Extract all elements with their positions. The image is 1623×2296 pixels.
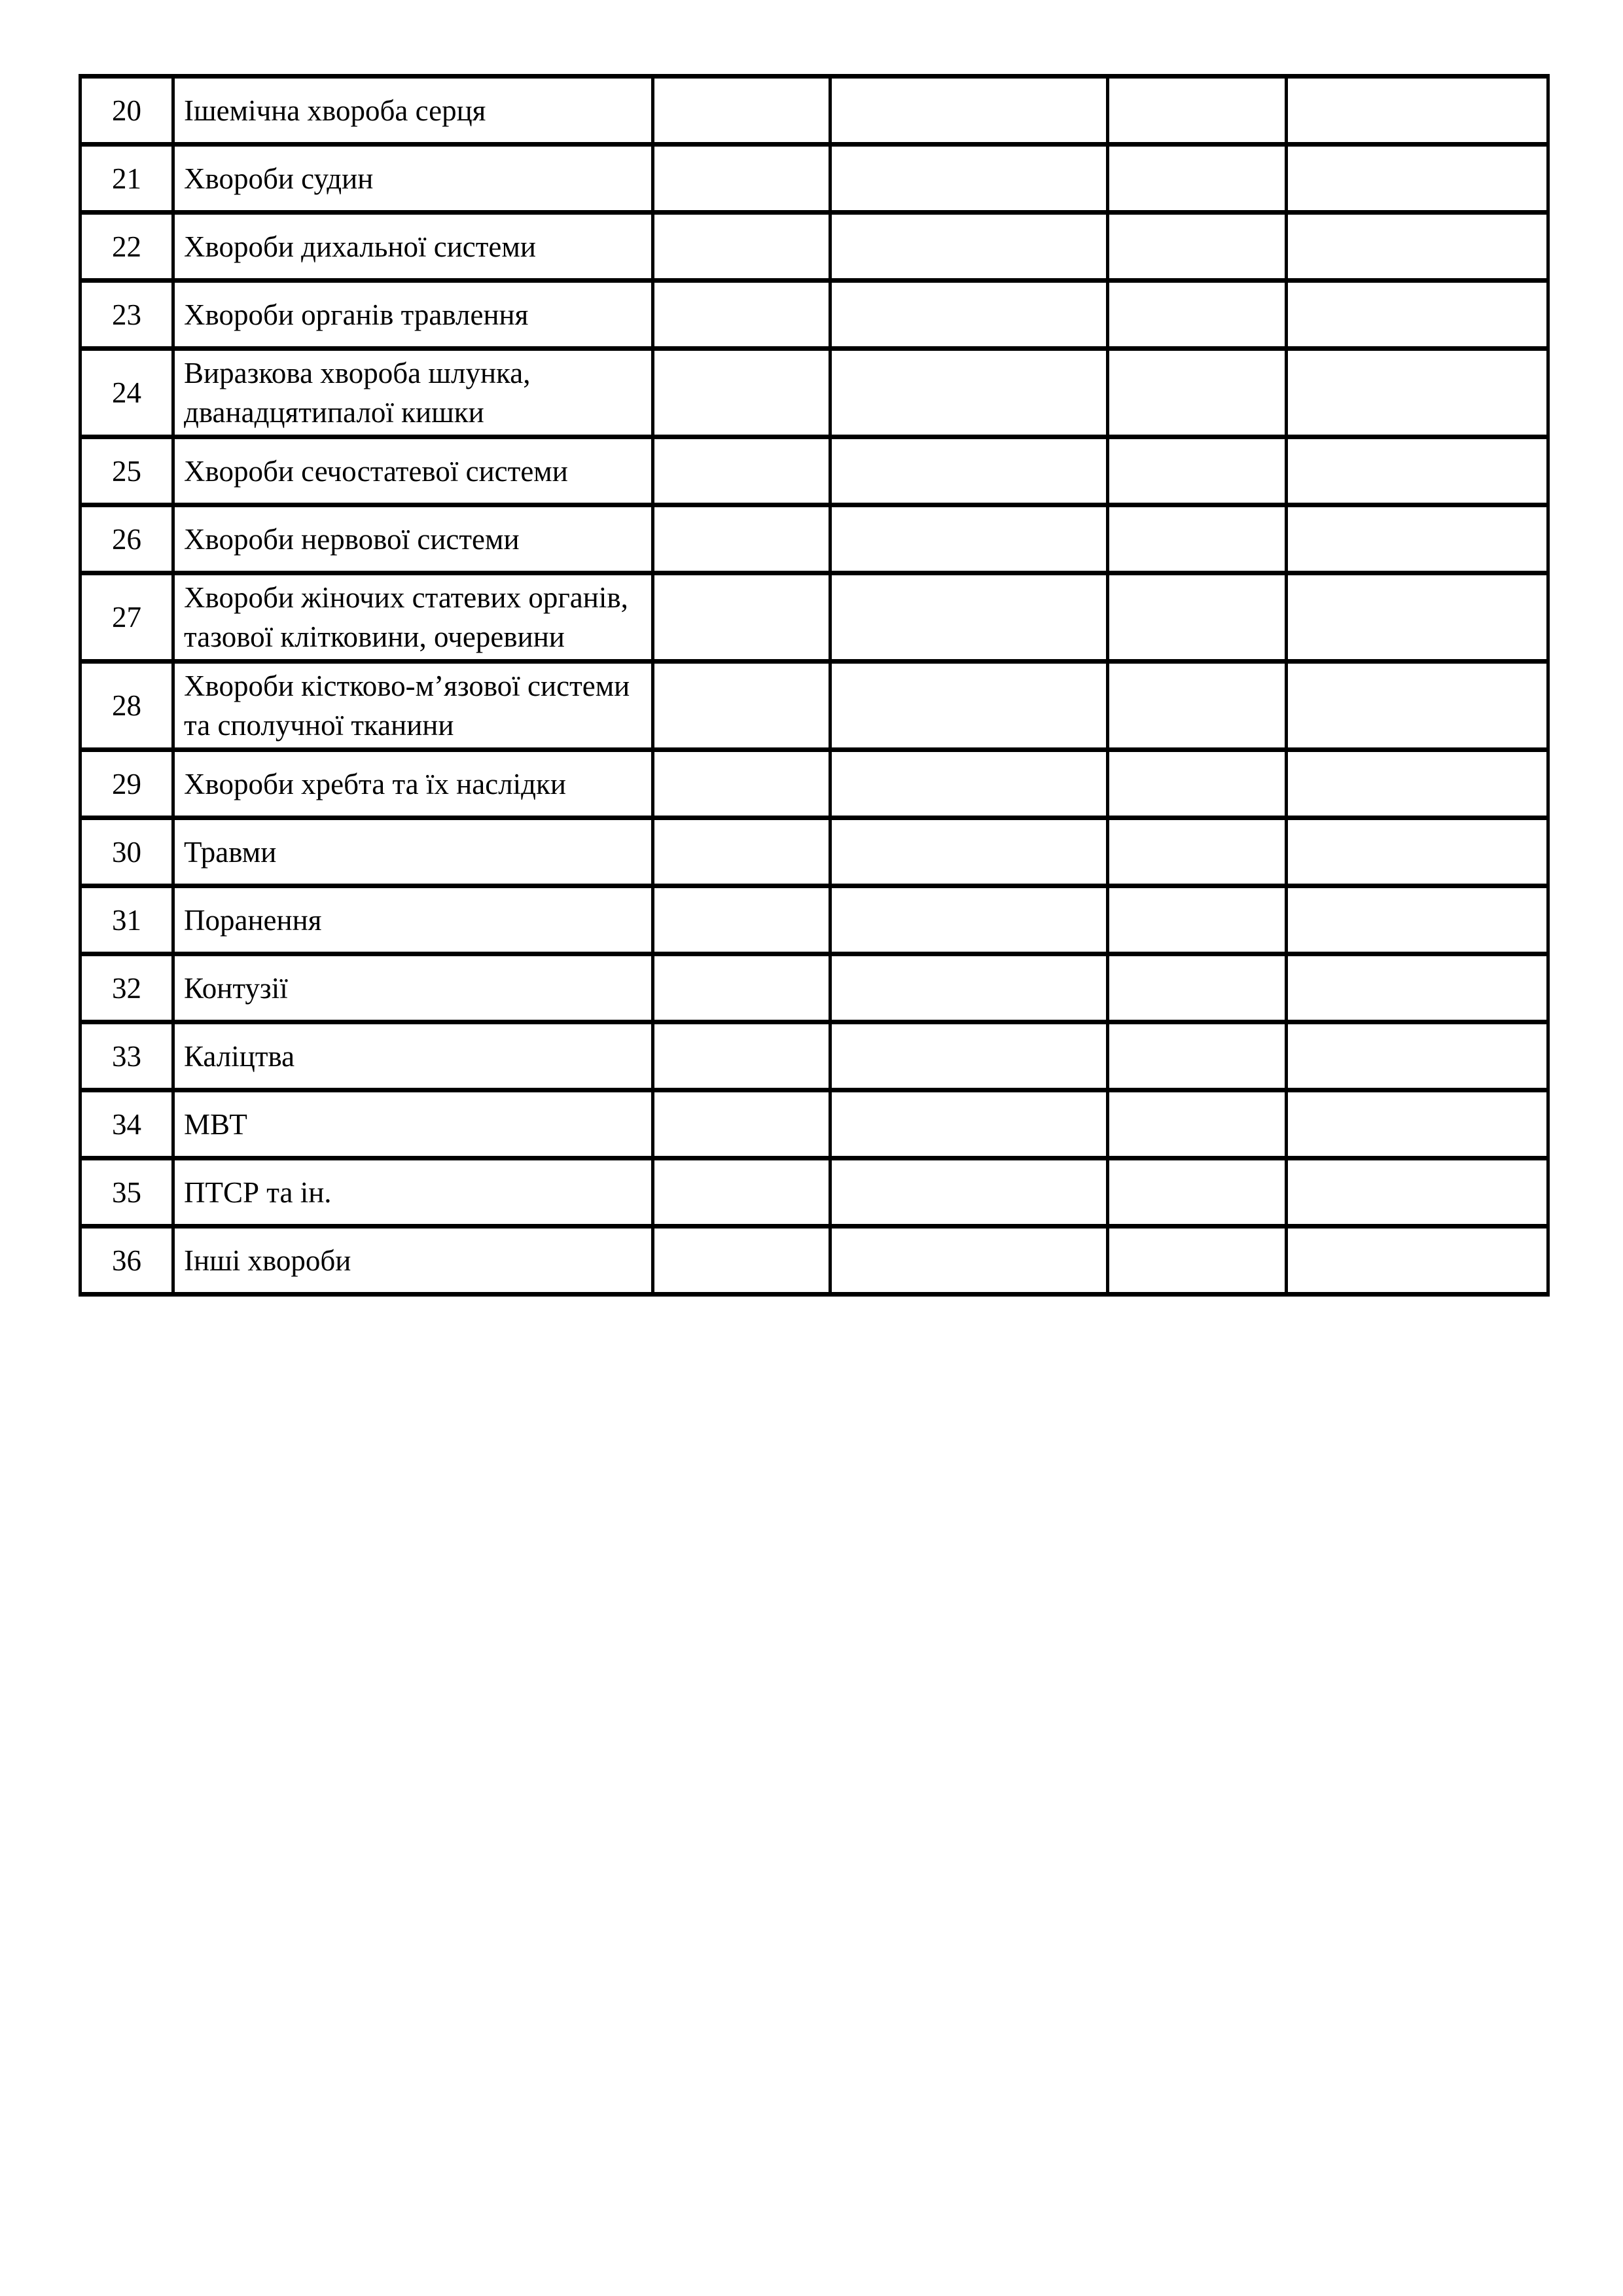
empty-data-cell [1108, 573, 1287, 662]
empty-data-cell [1108, 1022, 1287, 1090]
empty-data-cell [653, 213, 830, 281]
row-number: 22 [80, 213, 173, 281]
empty-data-cell [1287, 145, 1548, 213]
empty-data-cell [653, 1090, 830, 1158]
disease-name: Хвороби органів травлення [173, 281, 653, 349]
table-row [80, 954, 1548, 1022]
empty-data-cell [1287, 349, 1548, 437]
table-row [80, 662, 1548, 750]
row-number: 35 [80, 1158, 173, 1227]
disease-name: ПТСР та ін. [173, 1158, 653, 1227]
empty-data-cell [1287, 1227, 1548, 1295]
row-number: 23 [80, 281, 173, 349]
empty-data-cell [653, 77, 830, 145]
empty-data-cell [1287, 818, 1548, 886]
empty-data-cell [1108, 750, 1287, 818]
row-number: 24 [80, 349, 173, 437]
empty-data-cell [830, 954, 1108, 1022]
disease-name: Інші хвороби [173, 1227, 653, 1295]
row-number: 36 [80, 1227, 173, 1295]
table-row [80, 437, 1548, 505]
empty-data-cell [653, 1022, 830, 1090]
row-number: 33 [80, 1022, 173, 1090]
table-row [80, 1090, 1548, 1158]
empty-data-cell [1108, 1227, 1287, 1295]
empty-data-cell [1287, 1022, 1548, 1090]
row-number: 28 [80, 662, 173, 750]
empty-data-cell [1108, 505, 1287, 573]
empty-data-cell [1287, 1158, 1548, 1227]
empty-data-cell [1287, 281, 1548, 349]
empty-data-cell [830, 662, 1108, 750]
row-number: 29 [80, 750, 173, 818]
empty-data-cell [653, 1158, 830, 1227]
disease-name: Хвороби жіночих статевих органів, тазової клітковини, очеревини [173, 573, 653, 662]
empty-data-cell [1287, 750, 1548, 818]
disease-name: Хвороби нервової системи [173, 505, 653, 573]
disease-name: Хвороби кістково-м’язової системи та сполучної тканини [173, 662, 653, 750]
row-number: 27 [80, 573, 173, 662]
empty-data-cell [1108, 213, 1287, 281]
row-number: 31 [80, 886, 173, 954]
empty-data-cell [830, 349, 1108, 437]
row-number: 26 [80, 505, 173, 573]
empty-data-cell [653, 886, 830, 954]
empty-data-cell [830, 818, 1108, 886]
empty-data-cell [1108, 954, 1287, 1022]
table-row [80, 1227, 1548, 1295]
empty-data-cell [653, 750, 830, 818]
empty-data-cell [1287, 1090, 1548, 1158]
disease-name: МВТ [173, 1090, 653, 1158]
empty-data-cell [1287, 662, 1548, 750]
row-number: 30 [80, 818, 173, 886]
row-number: 21 [80, 145, 173, 213]
empty-data-cell [830, 1158, 1108, 1227]
empty-data-cell [1287, 213, 1548, 281]
empty-data-cell [1108, 1090, 1287, 1158]
disease-name: Хвороби дихальної системи [173, 213, 653, 281]
empty-data-cell [653, 505, 830, 573]
disease-table [79, 74, 1550, 1297]
row-number: 32 [80, 954, 173, 1022]
empty-data-cell [830, 1227, 1108, 1295]
empty-data-cell [830, 145, 1108, 213]
table-row [80, 281, 1548, 349]
disease-name: Травми [173, 818, 653, 886]
table-row [80, 1022, 1548, 1090]
empty-data-cell [653, 954, 830, 1022]
empty-data-cell [1108, 349, 1287, 437]
empty-data-cell [1108, 886, 1287, 954]
empty-data-cell [1108, 1158, 1287, 1227]
empty-data-cell [653, 662, 830, 750]
empty-data-cell [653, 281, 830, 349]
empty-data-cell [830, 77, 1108, 145]
disease-name: Каліцтва [173, 1022, 653, 1090]
empty-data-cell [830, 1090, 1108, 1158]
disease-name: Хвороби сечостатевої системи [173, 437, 653, 505]
table-row [80, 818, 1548, 886]
empty-data-cell [830, 281, 1108, 349]
empty-data-cell [1287, 505, 1548, 573]
empty-data-cell [1287, 954, 1548, 1022]
empty-data-cell [1108, 437, 1287, 505]
empty-data-cell [830, 573, 1108, 662]
table-row [80, 505, 1548, 573]
empty-data-cell [830, 750, 1108, 818]
table-row [80, 77, 1548, 145]
empty-data-cell [830, 213, 1108, 281]
table-row [80, 145, 1548, 213]
empty-data-cell [830, 1022, 1108, 1090]
empty-data-cell [1108, 662, 1287, 750]
empty-data-cell [653, 145, 830, 213]
disease-name: Виразкова хвороба шлунка, дванадцятипалої кишки [173, 349, 653, 437]
disease-name: Хвороби хребта та їх наслідки [173, 750, 653, 818]
table-row [80, 213, 1548, 281]
table-row [80, 1158, 1548, 1227]
empty-data-cell [653, 1227, 830, 1295]
empty-data-cell [653, 573, 830, 662]
row-number: 25 [80, 437, 173, 505]
table-row [80, 349, 1548, 437]
disease-name: Ішемічна хвороба серця [173, 77, 653, 145]
empty-data-cell [1287, 573, 1548, 662]
disease-name: Контузії [173, 954, 653, 1022]
empty-data-cell [830, 505, 1108, 573]
empty-data-cell [1108, 77, 1287, 145]
empty-data-cell [1108, 145, 1287, 213]
empty-data-cell [830, 437, 1108, 505]
row-number: 34 [80, 1090, 173, 1158]
disease-name: Хвороби судин [173, 145, 653, 213]
disease-table-body [80, 77, 1548, 1295]
empty-data-cell [1287, 886, 1548, 954]
disease-name: Поранення [173, 886, 653, 954]
empty-data-cell [653, 818, 830, 886]
empty-data-cell [653, 437, 830, 505]
empty-data-cell [1287, 437, 1548, 505]
empty-data-cell [1287, 77, 1548, 145]
empty-data-cell [1108, 818, 1287, 886]
table-row [80, 573, 1548, 662]
empty-data-cell [1108, 281, 1287, 349]
empty-data-cell [653, 349, 830, 437]
table-row [80, 750, 1548, 818]
row-number: 20 [80, 77, 173, 145]
table-row [80, 886, 1548, 954]
empty-data-cell [830, 886, 1108, 954]
